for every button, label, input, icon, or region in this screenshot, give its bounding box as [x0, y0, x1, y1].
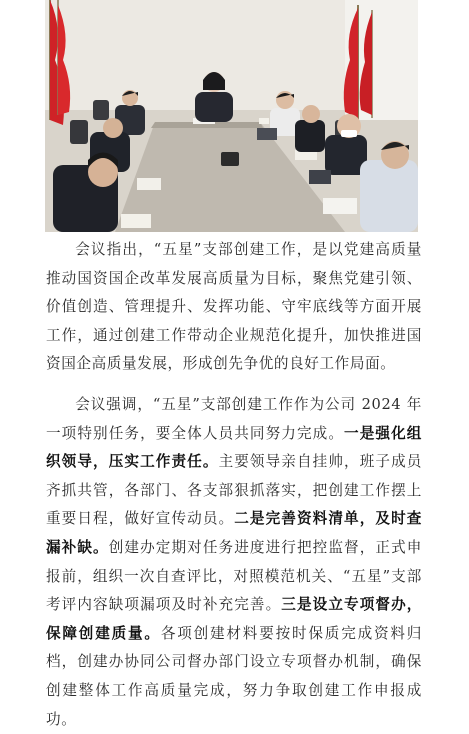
bold-heading-three: 三是设立专项督办，保障创建质量。: [46, 596, 422, 642]
paragraph-meeting-emphasis: [46, 391, 422, 734]
paragraph-meeting-points: [46, 236, 422, 379]
paragraph-text: 会议指出，“五星”支部创建工作，是以党建高质量推动国资国企改革发展高质量为目标，聚焦党建引领、价值创造、管理提升、发挥功能、守牢底线等方面开展工作，通过创建工作带动企业规范化提升，加快推进国资国企高质量发展，形成创先争优的良好工作局面。: [46, 241, 422, 373]
bold-heading-one: 一是强化组织领导，压实工作责任。: [46, 424, 422, 471]
article-body: [46, 236, 422, 734]
paragraph-text: 会议强调，“五星”支部创建工作作为公司 2024 年一项特别任务，要全体人员共同努力完成。: [46, 395, 422, 442]
paragraph-text: 各项创建材料要按时保质完成资料归档，创建办协同公司督办部门设立专项督办机制，确保创建整体工作高质量完成，努力争取创建工作申报成功。: [46, 624, 423, 728]
meeting-photo-illustration: [45, 0, 418, 232]
bold-heading-two: 二是完善资料清单，及时查漏补缺。: [46, 510, 423, 556]
paragraph-text: 创建办定期对任务进度进行把控监督，正式申报前，组织一次自查评比，对照模范机关、“五星”支部考评内容缺项漏项及时补充完善。: [46, 538, 422, 614]
meeting-photo: [45, 0, 418, 232]
paragraph-text: 主要领导亲自挂帅，班子成员齐抓共管，各部门、各支部狠抓落实，把创建工作摆上重要日程，做好宣传动员。: [46, 453, 422, 528]
